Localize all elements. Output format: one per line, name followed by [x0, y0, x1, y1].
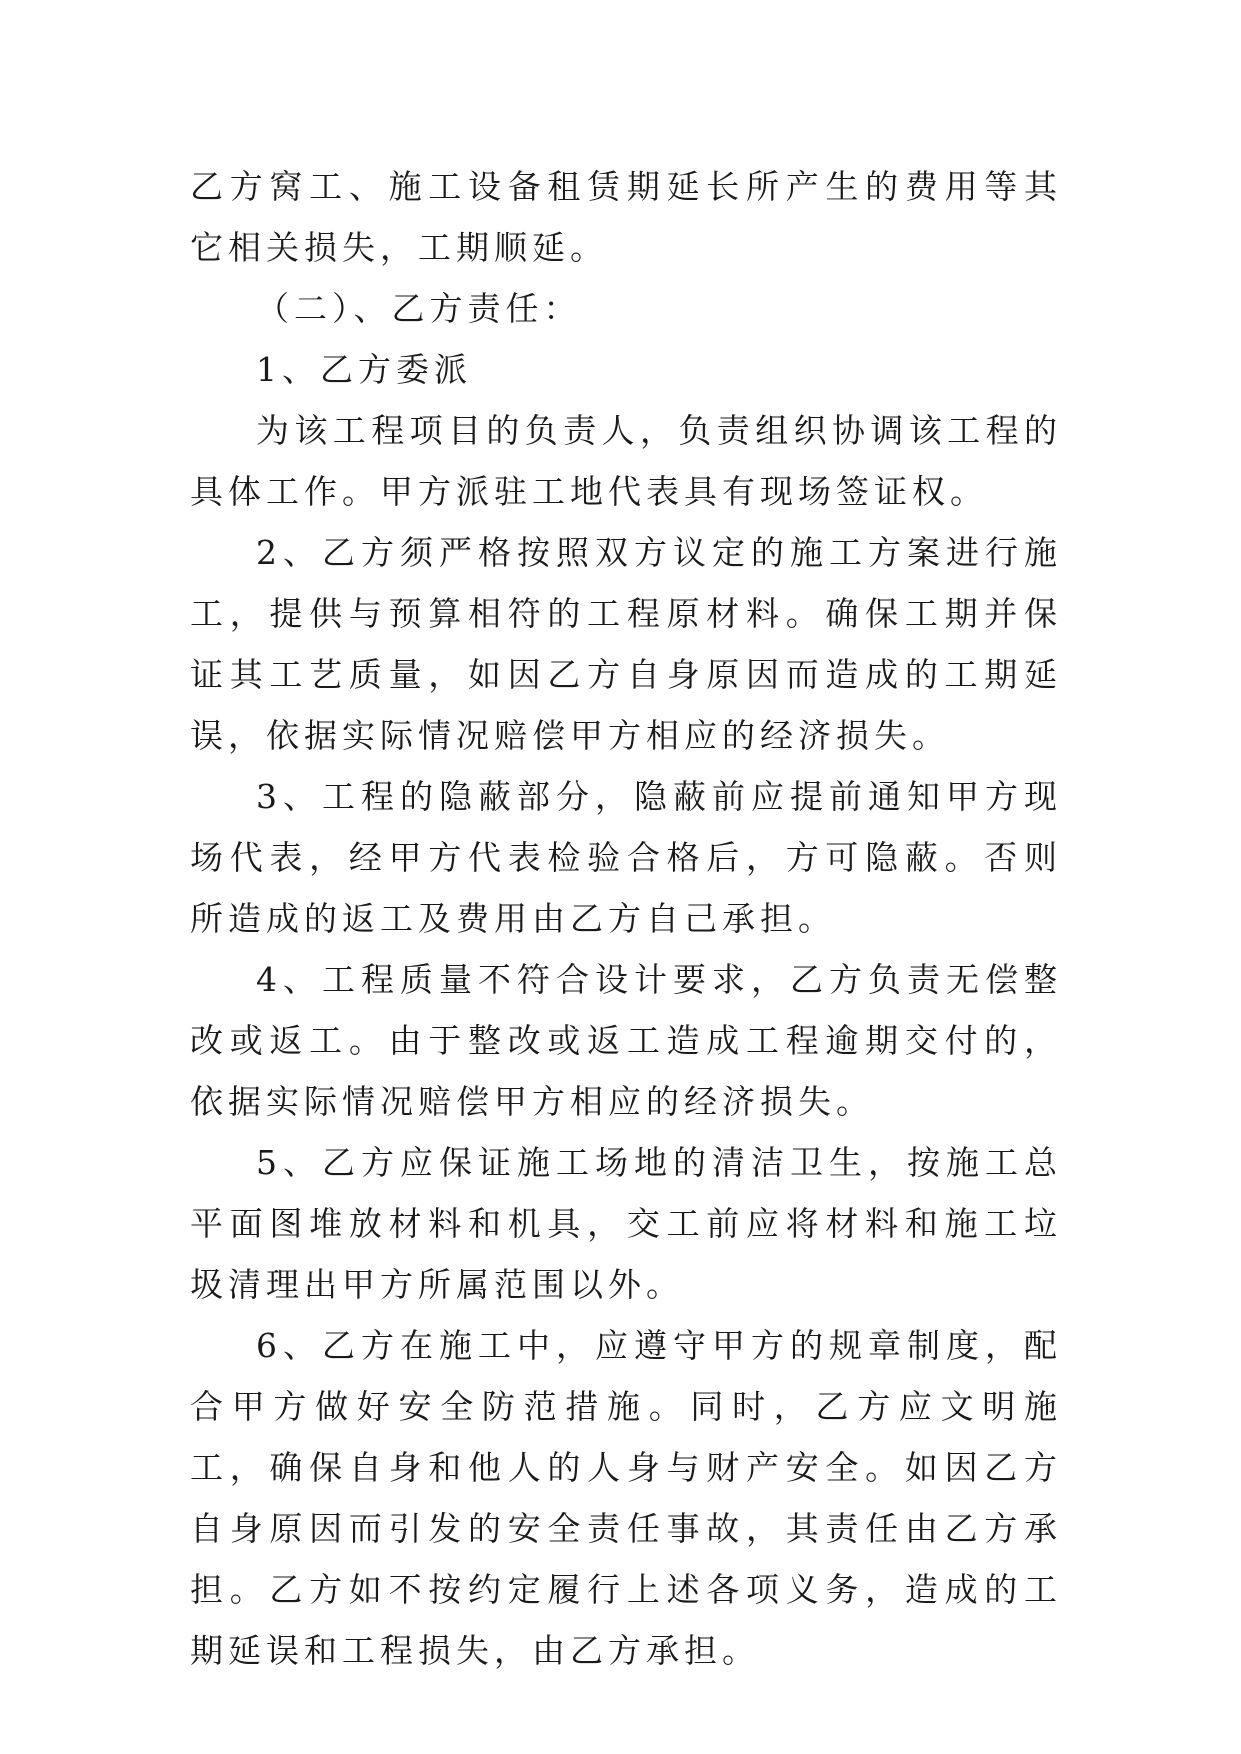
clause-4: 4、工程质量不符合设计要求，乙方负责无偿整改或返工。由于整改或返工造成工程逾期交付的，依据实际情况赔偿甲方相应的经济损失。: [190, 960, 1062, 1121]
clause-5: 5、乙方应保证施工场地的清洁卫生，按施工总平面图堆放材料和机具，交工前应将材料和施工垃圾清理出甲方所属范围以外。: [190, 1143, 1062, 1304]
clause-3: 3、工程的隐蔽部分，隐蔽前应提前通知甲方现场代表，经甲方代表检验合格后，方可隐蔽。否则所造成的返工及费用由乙方自己承担。: [190, 777, 1062, 938]
section-heading-party-b-duties: （二）、乙方责任：: [256, 289, 582, 328]
clause-1-body: 为该工程项目的负责人，负责组织协调该工程的具体工作。甲方派驻工地代表具有现场签证权。: [190, 411, 1062, 511]
document-body: [190, 156, 1062, 1681]
clause-2: 2、乙方须严格按照双方议定的施工方案进行施工，提供与预算相符的工程原材料。确保工期并保证其工艺质量，如因乙方自身原因而造成的工期延误，依据实际情况赔偿甲方相应的经济损失。: [190, 533, 1062, 755]
clause-6: 6、乙方在施工中，应遵守甲方的规章制度，配合甲方做好安全防范措施。同时，乙方应文明施工，确保自身和他人的人身与财产安全。如因乙方自身原因而引发的安全责任事故，其责任由乙方承担。乙方如不按约定履行上述各项义务，造成的工期延误和工程损失，由乙方承担。: [190, 1326, 1062, 1670]
paragraph-continuation: 乙方窝工、施工设备租赁期延长所产生的费用等其它相关损失，工期顺延。: [190, 167, 1062, 267]
clause-1-title: 1、乙方委派: [256, 350, 472, 389]
